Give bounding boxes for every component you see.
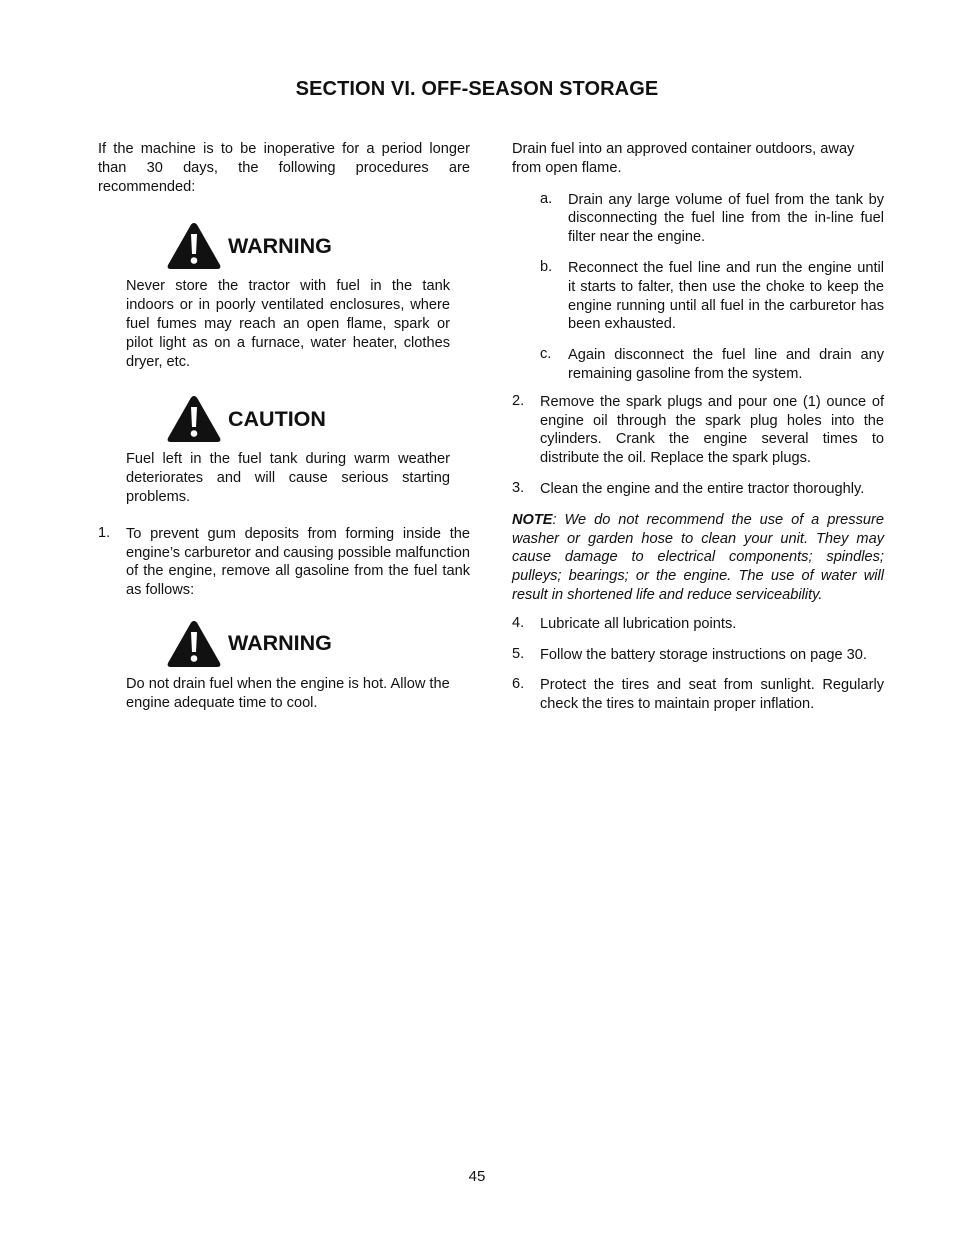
note-text: : We do not recommend the use of a pressure washer or garden hose to clean your unit. They may cause damage to electrical components; spindles; pulleys; bearings; or the engine. The use of water will result in shortened life and reduce serviceability. <box>512 511 884 603</box>
note-paragraph <box>512 511 884 605</box>
list-text: Lubricate all lubrication points. <box>540 615 737 632</box>
list-number: 1. <box>98 524 111 541</box>
list-item-5 <box>512 646 884 665</box>
list-item-4 <box>512 615 884 634</box>
list-number: 4. <box>512 614 525 631</box>
warning-text: Never store the tractor with fuel in the tank indoors or in poorly ventilated enclosures, where fuel fumes may reach an open flame, spark or pilot light as on a furnace, water heater, clothes dryer, etc. <box>126 278 450 370</box>
page-number: 45 <box>468 1168 486 1185</box>
list-number: 6. <box>512 676 525 693</box>
warning-triangle-icon <box>166 619 222 669</box>
caution-text: Fuel left in the fuel tank during warm weather deteriorates and will cause serious starting problems. <box>126 451 450 505</box>
sub-letter: a. <box>540 190 553 207</box>
sub-letter: b. <box>540 258 553 275</box>
caution-triangle-icon <box>166 394 222 444</box>
list-text: Follow the battery storage instructions on page 30. <box>540 646 867 663</box>
warning-title: WARNING <box>228 631 332 656</box>
list-item-1 <box>98 525 470 600</box>
warning-callout-hot-engine <box>126 616 450 713</box>
drain-intro: Drain fuel into an approved container outdoors, away from open flame. <box>512 141 855 176</box>
list-item-6 <box>512 676 884 714</box>
list-number: 5. <box>512 645 525 662</box>
list-text: To prevent gum deposits from forming inside the engine’s carburetor and causing possible malfunction of the engine, remove all gasoline from the fuel tank as follows: <box>126 525 470 599</box>
sub-item-b <box>540 259 884 334</box>
list-text: Clean the engine and the entire tractor thoroughly. <box>540 480 865 497</box>
warning-triangle-icon <box>166 221 222 271</box>
list-number: 3. <box>512 479 525 496</box>
warning-title: WARNING <box>228 233 332 258</box>
list-number: 2. <box>512 392 525 409</box>
left-column <box>98 140 470 713</box>
section-title: SECTION VI. OFF-SEASON STORAGE <box>295 78 659 100</box>
list-text: Protect the tires and seat from sunlight. Regularly check the tires to maintain proper inflation. <box>540 677 884 713</box>
sub-text: Reconnect the fuel line and run the engine until it starts to falter, then use the choke to keep the engine running until all fuel in the carburetor has been exhausted. <box>568 259 884 333</box>
warning-header <box>166 616 450 672</box>
caution-title: CAUTION <box>228 406 326 431</box>
list-item-2 <box>512 393 884 468</box>
caution-header <box>166 391 450 447</box>
sub-item-c <box>540 346 884 384</box>
warning-callout-fuel-storage <box>126 218 450 371</box>
list-item-3 <box>512 480 884 499</box>
sub-text: Again disconnect the fuel line and drain any remaining gasoline from the system. <box>568 347 884 382</box>
sub-item-a <box>540 191 884 247</box>
list-text: Remove the spark plugs and pour one (1) ounce of engine oil through the spark plug holes into the cylinders. Crank the engine several times to distribute the oil. Replace the spark plugs. <box>540 393 884 467</box>
warning-text: Do not drain fuel when the engine is hot. Allow the engine adequate time to cool. <box>126 675 450 711</box>
warning-header <box>166 218 450 274</box>
right-column <box>512 140 884 714</box>
intro-paragraph: If the machine is to be inoperative for a period longer than 30 days, the following procedures are recommended: <box>98 141 470 195</box>
sub-letter: c. <box>540 346 552 363</box>
sub-text: Drain any large volume of fuel from the tank by disconnecting the fuel line from the in-line fuel filter near the engine. <box>568 191 884 246</box>
caution-callout-fuel <box>126 391 450 506</box>
note-label: NOTE <box>512 511 553 528</box>
